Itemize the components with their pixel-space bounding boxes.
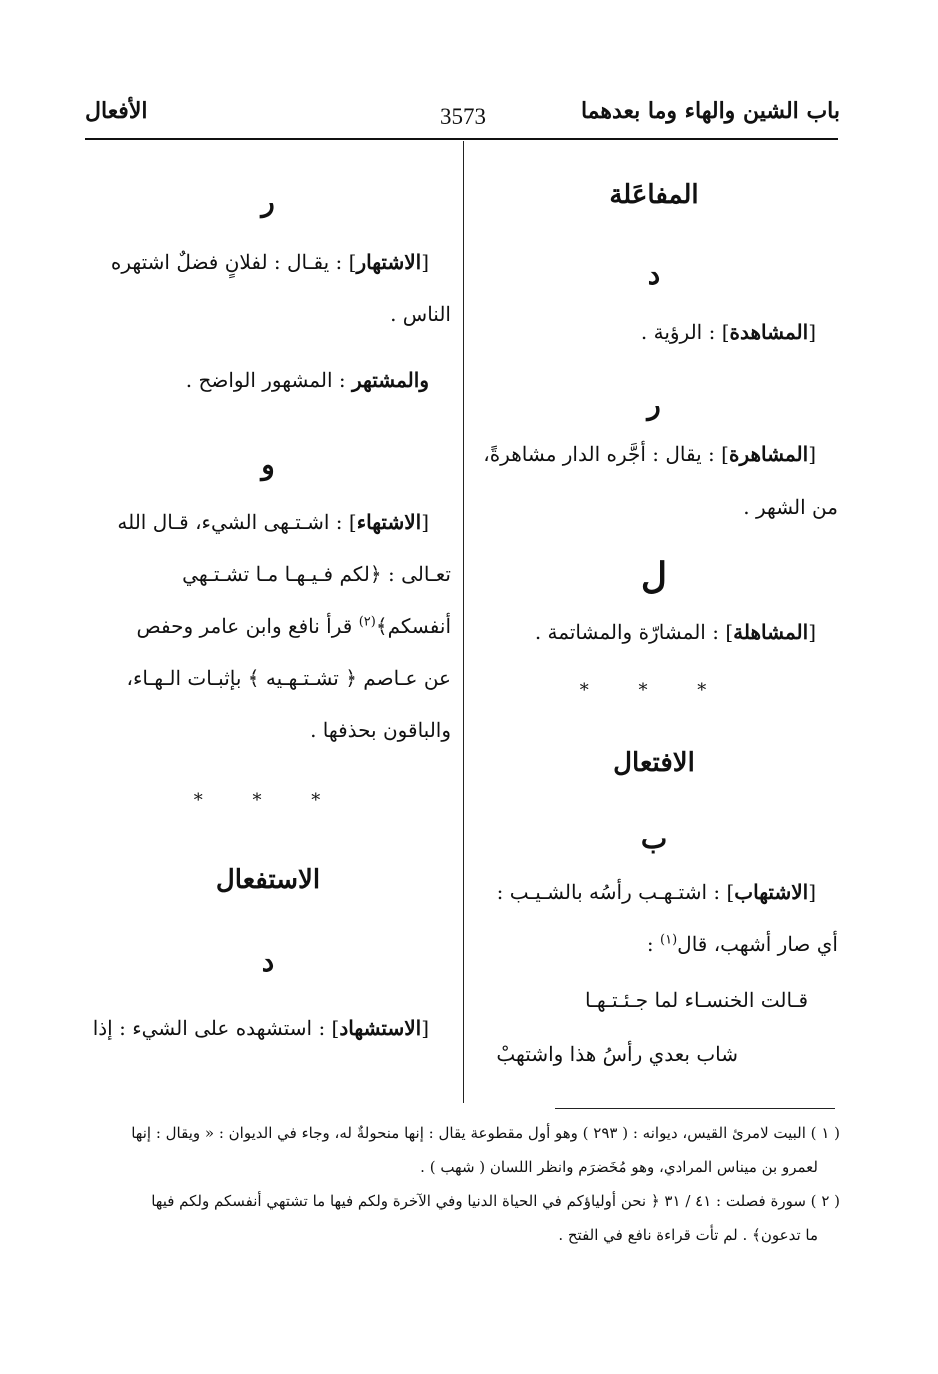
footnote-ref-2: (٢) [358,614,376,630]
page-number: 3573 [440,104,486,129]
entry-definition: : يقـال : لفلانٍ فضلٌ اشتهره [110,250,343,274]
verse-line-2: شاب بعدي رأسُ هذا واشتهبْ [496,1042,738,1066]
letter-ba: ب [640,822,668,855]
entry-mushahada: [المشاهدة] : الرؤية . [640,320,816,344]
header-rule [85,138,838,140]
entry-ishtihar: [الاشتهار] : يقـال : لفلانٍ فضلٌ اشتهره [110,250,429,274]
column-divider [463,141,464,1103]
entry-ishtiha-line2: تعـالى : ﴿لكم فـيـهـا مـا تشـتـهي [182,562,451,586]
entry-definition: : الرؤية . [640,320,716,344]
entry-term: المشاهدة [729,320,809,344]
running-header-section: باب الشين والهاء وما بعدهما [580,98,840,124]
entry-term: والمشتهر [351,368,429,392]
entry-definition: : المشارّة والمشاتمة . [534,620,719,644]
entry-ishtihab: [الاشتهاب] : اشتـهـب رأسُه بالشـيـب : [496,880,816,904]
footnote-ref-1: (١) [660,932,678,948]
footnote-2-line-2: ما تدعون﴾ . لم تأت قراءة نافع في الفتح . [558,1226,818,1244]
entry-term: الاشتهار [356,250,422,274]
entry-mushahala: [المشاهلة] : المشارّة والمشاتمة . [534,620,816,644]
running-header-chapter: الأفعال [85,98,148,124]
entry-definition: : اشـتـهى الشيء، قـال الله [117,510,343,534]
entry-istishhad: [الاستشهاد] : استشهده على الشيء : إذا [92,1016,429,1040]
entry-mushtahar [85,368,429,392]
entry-ishtiha-line3: أنفسكم﴾$^{(٢)}$ قرأ نافع وابن عامر وحفص [136,614,451,638]
footnote-rule [555,1108,835,1109]
entry-ishtiha-line4: عن عـاصم ﴿ تشـتـهـيه ﴾ بإثبـات الـهـاء، [126,666,451,690]
section-heading-istifal: الاستفعال [215,865,321,895]
entry-term: الاستشهاد [339,1016,422,1040]
entry-term: الاشتهاء [356,510,422,534]
letter-dal: د [261,945,275,978]
section-separator-stars: * * * [579,680,729,701]
entry-ishtihab-cont: أي صار أشهب، قال$^{(١)}$ : [646,932,838,956]
letter-ra: ر [647,388,661,421]
entry-definition: : استشهده على الشيء : إذا [92,1016,326,1040]
section-heading-mufaala: المفاعَلة [609,180,699,210]
section-heading-iftial: الافتعال [613,748,695,778]
letter-ra: ر [261,185,275,218]
entry-term: المشاهرة [728,442,809,466]
entry-mushahara: [المشاهرة] : يقال : أجَّره الدار مشاهرةً، [483,442,816,466]
entry-term: المشاهلة [733,620,809,644]
entry-term: الاشتهاب [734,880,809,904]
entry-ishtiha: [الاشتهاء] : اشـتـهى الشيء، قـال الله [117,510,429,534]
entry-definition: : المشهور الواضح . [185,368,346,392]
footnote-1-line-1: ( ١ ) البيت لامرئ القيس، ديوانه : ( ٢٩٣ ) وهو أول مقطوعة يقال : إنها منحولةٌ له، وجاء في الديوان : « ويقال : إنها [131,1124,840,1142]
entry-definition: : اشتـهـب رأسُه بالشـيـب : [496,880,721,904]
entry-ishtihar-cont: الناس . [390,302,451,326]
entry-ishtiha-line5: والباقون بحذفها . [310,718,451,742]
entry-definition: : يقال : أجَّره الدار مشاهرةً، [483,442,715,466]
verse-line-1: قـالت الخنسـاء لما جـئـتـهـا [584,988,808,1012]
letter-lam: ل [640,555,668,597]
letter-dal: د [647,258,661,291]
entry-mushahara-cont: من الشهر . [743,495,838,519]
section-separator-stars: * * * [193,790,343,811]
footnote-2-line-1: ( ٢ ) سورة فصلت : ٤١ / ٣١ ﴿ نحن أولياؤكم في الحياة الدنيا وفي الآخرة ولكم فيها ما تشتهي أنفسكم ولكم فيها [151,1192,840,1210]
footnote-1-line-2: لعمرو بن ميناس المرادي، وهو مُخَضرَم وانظر اللسان ( شهب ) . [420,1158,818,1176]
letter-waw: و [261,448,275,481]
